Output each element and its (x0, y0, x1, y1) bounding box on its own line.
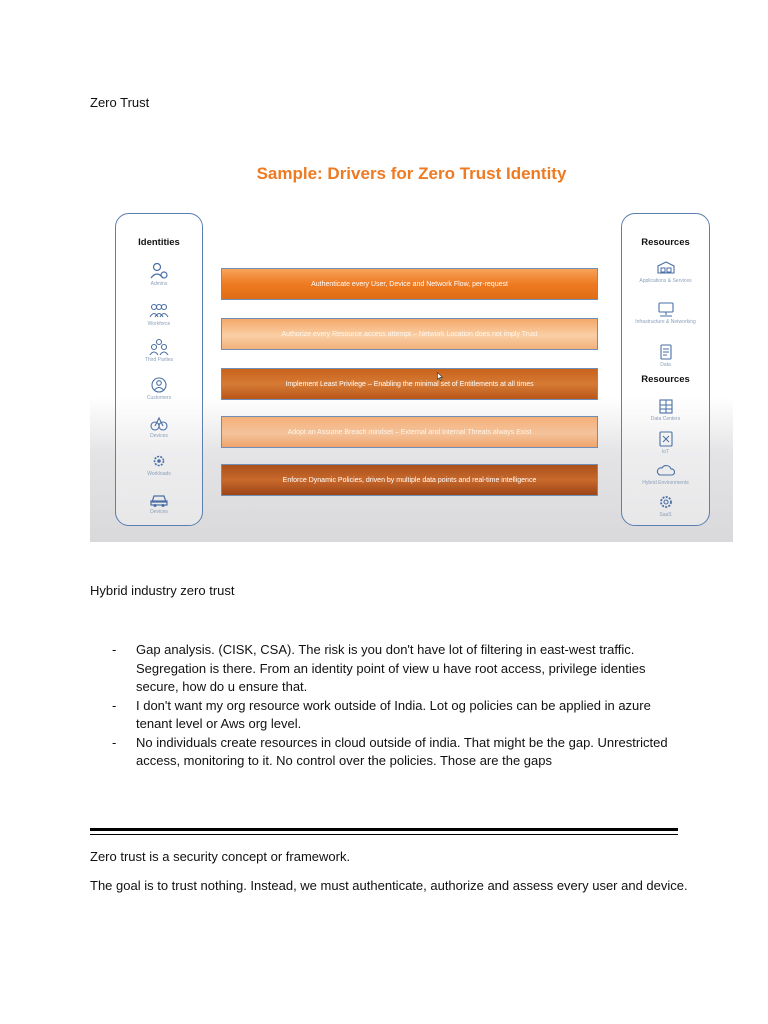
driver-bar-dynamic-policies: Enforce Dynamic Policies, driven by multiple data points and real-time intelligence (221, 464, 598, 496)
resource-item-label: Applications & Services (639, 278, 692, 284)
resource-item-applications (622, 259, 709, 284)
list-item-text: Gap analysis. (CISK, CSA). The risk is you don't have lot of filtering in east-west traffic. Segregation is there. From an identity point of view u have root access, privilege identies secure, how do u ensure that. (136, 642, 646, 694)
identity-item-label: Devices (150, 509, 168, 515)
resource-item-iot (622, 430, 709, 455)
resources-panel (621, 213, 710, 526)
resources-panel-title-2: Resources (641, 374, 690, 385)
resource-item-label: IoT (661, 449, 670, 455)
devices-icon (149, 414, 169, 432)
user-shield-icon (149, 376, 169, 394)
apps-icon (656, 259, 676, 277)
resource-item-data-centers (622, 397, 709, 422)
identity-item-label: Admins (150, 281, 168, 287)
resource-item-infrastructure (622, 300, 709, 325)
horizontal-rule (90, 828, 678, 831)
resource-item-label: Hybrid Environments (642, 480, 689, 486)
driver-bar-authorize: Authorize every Resource access attempt – Network Location does not imply Trust (221, 318, 598, 350)
paragraph-definition: Zero trust is a security concept or framework. (90, 849, 351, 864)
resource-item-saas (622, 493, 709, 518)
identity-item-admins (116, 262, 202, 287)
driver-bar-assume-breach: Adopt an Assume Breach mindset – External and Internal Threats always Exist (221, 416, 598, 448)
paragraph-goal: The goal is to trust nothing. Instead, we must authenticate, authorize and assess every user and device. (90, 878, 688, 893)
group-icon (149, 338, 169, 356)
identity-item-devices-2 (116, 490, 202, 515)
identity-item-label: Customers (146, 395, 172, 401)
resource-item-label: Infrastructure & Networking (635, 319, 696, 325)
cloud-icon (656, 461, 676, 479)
bullet-marker: - (112, 642, 117, 657)
building-icon (656, 397, 676, 415)
figure-title: Sample: Drivers for Zero Trust Identity (256, 164, 567, 183)
identity-item-customers (116, 376, 202, 401)
bullet-marker: - (112, 697, 117, 713)
list-item-text: No individuals create resources in cloud outside of india. That might be the gap. Unrestricted access, monitoring to it. No control over the policies. Those are the gaps (136, 734, 668, 768)
list-item (90, 641, 680, 697)
horizontal-rule-thin (90, 834, 678, 835)
list-item (90, 734, 680, 771)
driver-bar-least-privilege: Implement Least Privilege – Enabling the minimal set of Entitlements at all times (221, 368, 598, 400)
gear-icon (656, 493, 676, 511)
user-gear-icon (149, 262, 169, 280)
gear-cloud-icon (149, 452, 169, 470)
driver-bar-authenticate: Authenticate every User, Device and Network Flow, per-request (221, 268, 598, 300)
group-icon (149, 302, 169, 320)
resource-item-data (622, 343, 709, 368)
list-item (90, 697, 680, 734)
identities-panel (115, 213, 203, 526)
list-item-text: I don't want my org resource work outside of India. Lot og policies can be applied in azure tenant level or Aws org level. (136, 697, 651, 731)
identity-item-third-parties (116, 338, 202, 363)
document-heading: Zero Trust (90, 95, 150, 110)
network-icon (656, 300, 676, 318)
identity-item-label: Workloads (147, 471, 171, 477)
identity-item-label: Devices (150, 433, 168, 439)
resource-item-hybrid (622, 461, 709, 486)
zero-trust-drivers-figure (90, 140, 733, 542)
identity-item-workforce (116, 302, 202, 327)
resource-item-label: Data (660, 362, 671, 368)
identity-item-label: Third Parties (144, 357, 174, 363)
bullet-list (90, 641, 680, 771)
mouse-cursor-icon (437, 372, 443, 381)
resource-item-label: SaaS (659, 512, 672, 518)
data-icon (656, 343, 676, 361)
bullet-marker: - (112, 734, 117, 750)
resource-item-label: Data Centers (650, 416, 681, 422)
identity-item-devices (116, 414, 202, 439)
car-icon (149, 490, 169, 508)
identities-panel-title: Identities (138, 237, 180, 248)
section-subheading: Hybrid industry zero trust (90, 583, 235, 598)
identity-item-label: Workforce (147, 321, 171, 327)
identity-item-workloads (116, 452, 202, 477)
resources-panel-title: Resources (641, 237, 690, 248)
chip-icon (656, 430, 676, 448)
